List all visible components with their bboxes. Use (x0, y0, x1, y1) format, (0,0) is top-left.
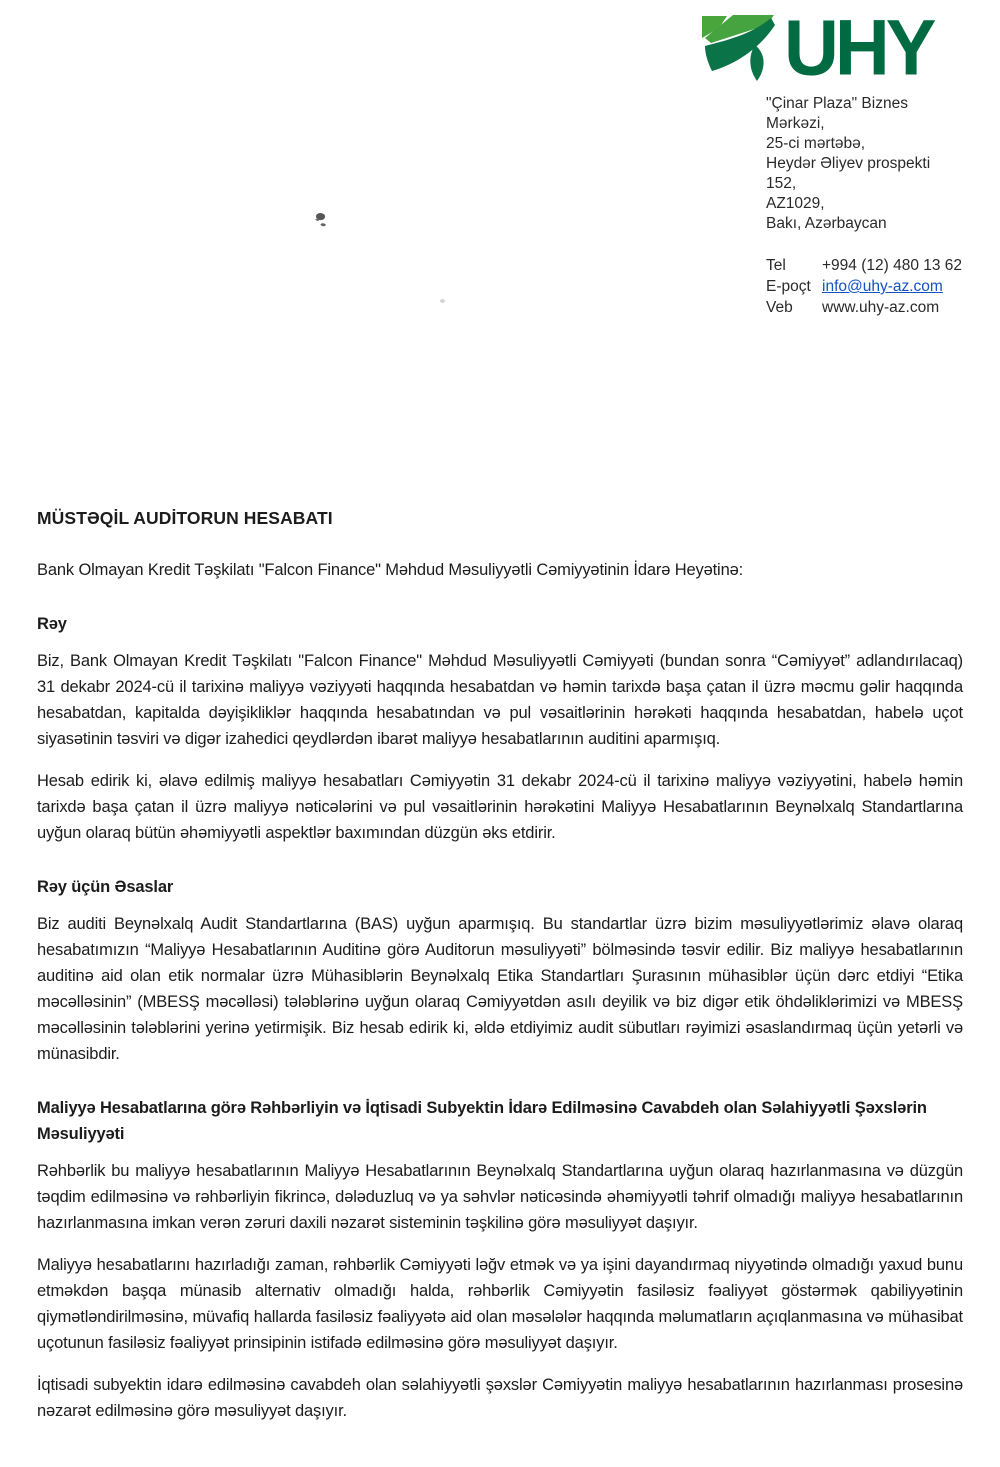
section-heading-opinion: Rəy (37, 615, 67, 633)
address-line: Bakı, Azərbaycan (766, 215, 887, 232)
website-row (766, 297, 962, 318)
paragraph: Biz, Bank Olmayan Kredit Təşkilatı "Falcon Finance" Məhdud Məsuliyyətli Cəmiyyəti (bundan sonra “Cəmiyyət” adlandırılacaq) 31 dekabr 2024-cü il tarixinə maliyyə vəziyyəti haqqında hesabatdan və həmin tarixdə başa çatan il üzrə məcmu gəlir haqqında hesabatdan, kapitalda dəyişikliklər haqqında hesabatından və pul vəsaitlərinin hərəkəti haqqında hesabatdan, habelə uçot siyasətinin təsviri və digər izahedici qeydlərdən ibarət maliyyə hesabatlarının auditini aparmışıq. (37, 652, 963, 748)
paragraph: Hesab edirik ki, əlavə edilmiş maliyyə hesabatları Cəmiyyətin 31 dekabr 2024-cü il tarixinə maliyyə vəziyyətini, habelə həmin tarixdə başa çatan il üzrə maliyyə nəticələrini və pul vəsaitlərinin hərəkətini Maliyyə Hesabatlarının Beynəlxalq Standartlarına uyğun olaraq bütün əhəmiyyətli aspektlər baxımından düzgün əks etdirir. (37, 772, 963, 842)
letterhead (698, 3, 963, 318)
section-heading-basis-for-opinion: Rəy üçün Əsaslar (37, 878, 174, 896)
email-label: E-poçt (766, 278, 811, 295)
paragraph: İqtisadi subyektin idarə edilməsinə cavabdeh olan səlahiyyətli şəxslər Cəmiyyətin maliyyə hesabatlarının hazırlanması prosesinə nəzarət edilməsinə görə məsuliyyət daşıyır. (37, 1376, 963, 1420)
section-heading-responsibilities: Maliyyə Hesabatlarına görə Rəhbərliyin və İqtisadi Subyektin İdarə Edilməsinə Cavabdeh olan Səlahiyyətli Şəxslərin Məsuliyyəti (37, 1099, 927, 1143)
paragraph: Maliyyə hesabatlarını hazırladığı zaman, rəhbərlik Cəmiyyəti ləğv etmək və ya işini dayandırmaq niyyətində olmadığı yaxud bunu etməkdən başqa münasib alternativ olmadığı halda, rəhbərlik Cəmiyyətin fasiləsiz fəaliyyət göstərmək qabiliyyətinin qiymətləndirilməsinə, müvafiq hallarda fasiləsiz fəaliyyətə aid olan məsələlər haqqında məlumatların açıqlanmasına və mühasibat uçotunun fasiləsiz fəaliyyət prinsipinin istifadə edilməsinə görə məsuliyyət daşıyır. (37, 1256, 963, 1352)
email-row (766, 276, 962, 297)
paragraph: Biz auditi Beynəlxalq Audit Standartlarına (BAS) uyğun aparmışıq. Bu standartlar üzrə bizim məsuliyyətlərimiz əlavə olaraq hesabatımızın “Maliyyə Hesabatlarının Auditinə görə Auditorun məsuliyyəti” bölməsində təsvir edilir. Biz maliyyə hesabatlarının auditinə aid olan etik normalar üzrə Mühasiblərin Beynəlxalq Etika Standartları Şurasının mühasiblər üçün dərc etdiyi “Etika məcəlləsinin” (MBESŞ məcəlləsi) tələblərinə uyğun olaraq Cəmiyyətdən asılı deyilik və biz digər etik öhdəliklərimizi və MBESŞ məcəlləsinin tələblərini yerinə yetirmişik. Biz hesab edirik ki, əldə etdiyimiz audit sübutları rəyimizi əsaslandırmaq üçün yetərli və münasibdir. (37, 915, 963, 1063)
scan-speck (315, 212, 326, 221)
uhy-logo (698, 3, 962, 93)
address-line: 25-ci mərtəbə, (766, 135, 866, 152)
uhy-logo-text: UHY (784, 3, 933, 93)
contact-block (766, 255, 962, 318)
phone-number: +994 (12) 480 13 62 (822, 257, 963, 274)
phone-label: Tel (766, 257, 786, 274)
address-line: Heydər Əliyev prospekti 152, (766, 155, 931, 192)
address-line: AZ1029, (766, 195, 825, 212)
address-line: "Çinar Plaza" Biznes Mərkəzi, (766, 95, 908, 132)
website-label: Veb (766, 299, 793, 316)
paragraph: Rəhbərlik bu maliyyə hesabatlarının Maliyyə Hesabatlarının Beynəlxalq Standartlarına uyğun olaraq hazırlanmasına və düzgün təqdim edilməsinə və rəhbərliyin fikrincə, dələduzluq və ya səhvlər nəticəsində əhəmiyyətli təhrif olmadığı maliyyə hesabatlarının hazırlanmasına imkan verən zəruri daxili nəzarət sisteminin təşkilinə görə məsuliyyət daşıyır. (37, 1162, 963, 1232)
uhy-leaf-fan-icon (698, 10, 780, 86)
addressee-line: Bank Olmayan Kredit Təşkilatı "Falcon Finance" Məhdud Məsuliyyətli Cəmiyyətinin İdarə Heyətinə: (37, 561, 744, 579)
report-body (37, 505, 963, 1424)
address-block (766, 94, 962, 234)
phone-row (766, 255, 962, 276)
scan-speck-faint (440, 299, 445, 303)
email-link[interactable]: info@uhy-az.com (822, 278, 943, 295)
report-title: MÜSTƏQİL AUDİTORUN HESABATI (37, 508, 333, 528)
website-url: www.uhy-az.com (822, 299, 940, 316)
